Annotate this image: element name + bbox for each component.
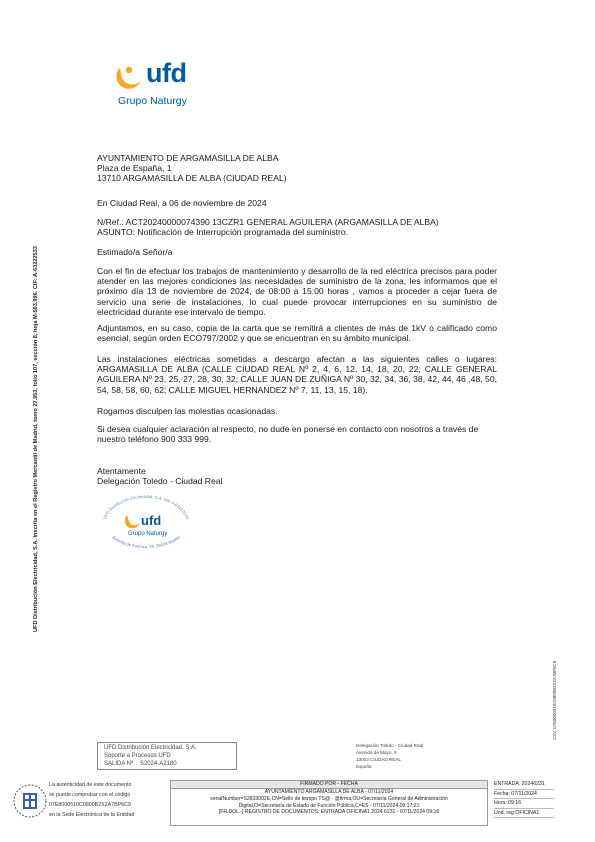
registry-stamp-box: UFD Distribución Electricidad, S.A. Soporte a Procesos UFD SALIDA Nº S2024-A2180 <box>97 742 237 770</box>
svg-text:Grupo Naturgy: Grupo Naturgy <box>128 531 168 537</box>
electronic-signature-bar <box>0 780 595 826</box>
reference-block <box>97 217 497 237</box>
recipient-line: 13710 ARGAMASILLA DE ALBA (CIUDAD REAL) <box>97 173 287 184</box>
paragraph-contact: Si desea cualquier aclaración al respecto, no dude en ponerse en contacto con nosotros a través de nuestro teléfono 900 333 999. <box>97 424 479 445</box>
sede-seal-icon <box>12 783 48 819</box>
paragraph-notice: Con el fin de efectuar los trabajos de mantenimiento y desarrollo de la red eléctrica precisos para poder atender en las mejores condiciones las necesidades de suministro de la zona, les informamos que el próximo día 13 de noviembre de 2024, de 08:00 a 15:00 horas , vamos a proceder a cejar fuera de servicio una serie de instalaciones, lo cual puede provocar interrupciones en su suministro de electricidad durante ese intervalo de tiempo. <box>97 266 497 317</box>
logo-name: ufd <box>146 58 187 88</box>
paragraph-affected-streets: Las instalaciones eléctricas sometidas a descargo afectan a las siguientes calles o lugares: ARGAMASILLA DE ALBA (CALLE CIUDAD REAL Nº 2, 4, 6, 12, 14, 18, 20, 22; CALLE GENERAL AGUILERA Nº 23, 25, 27, 28, 30, 32; CALLE JUAN DE ZUÑIGA Nº 30, 32, 34, 36, 38, 42, 44, 46 ,48, 50, 54, 58, 58, 60, 62; CALLE MIGUEL HERNANDEZ Nº 7, 11, 13, 15, 18). <box>97 354 497 395</box>
authenticity-note: La autenticidad de este documento se puede comprobar con el código 07E8000510C0800B2X2A7BP6C9 en la Sede Electrónica de la Entidad <box>49 782 135 818</box>
signer: Delegación Toledo - Ciudad Real <box>97 476 223 487</box>
closing: Atentamente <box>97 466 146 476</box>
signature-block <box>97 466 497 486</box>
date-line: En Ciudad Real, a 06 de noviembre de 2024 <box>97 198 267 208</box>
greeting: Estimado/a Señor/a <box>97 247 173 257</box>
recipient-line: AYUNTAMIENTO DE ARGAMASILLA DE ALBA <box>97 153 279 163</box>
signature-details: FIRMADO POR - FECHA AYUNTAMIENTO ARGAMASILLA DE ALBA - 07/11/2024 serialNumber=S2833002E,CN=Sello de tiempo TS@ - @firma,OU=Secretaría General de Administración Digital,O=Secretaría de Estado de Función Pública,C=ES - 07/11/2024 09:17:21 [FR.DOL.-] REGISTRO DE DOCUMENTOS: ENTRADA OFICINA1 2024 6231 - 07/11/2024 09:16 <box>170 780 488 826</box>
registry-entry-info: ENTRADA: 20246231 Fecha: 07/11/2024 Hora: 09:16 Und. reg:OFICINA1 <box>494 780 554 818</box>
reference-line: N/Ref.: ACT20240000074390 13CZR1 GENERAL AGUILERA (ARGAMASILLA DE ALBA) <box>97 217 439 227</box>
subject-line: ASUNTO: Notificación de Interrupción programada del suministro. <box>97 227 349 238</box>
company-stamp <box>97 493 195 553</box>
side-csv-text: CSV: 07E8000510C0800B2X2A7BP6C9 <box>552 660 557 740</box>
svg-text:ufd: ufd <box>141 513 162 528</box>
paragraph-apology: Rogamos disculpen las molestias ocasionadas. <box>97 406 278 416</box>
recipient-line: Plaza de España, 1 <box>97 163 172 174</box>
recipient-address <box>97 153 497 184</box>
ufd-flame-icon <box>113 64 145 92</box>
logo-subtitle: Grupo Naturgy <box>118 95 187 107</box>
company-logo <box>113 58 233 112</box>
paragraph-attachment: Adjuntamos, en su caso, copia de la carta que se remitirá a clientes de más de 1kV o calificado como esencial, según orden ECO797/2002 y que se encuentran en su ámbito municipal. <box>97 323 497 344</box>
svg-text:Avenida de América, 38. 28028: Avenida de América, 38. 28028 Madrid <box>111 534 181 550</box>
footer-delegation-address: Delegación Toledo - Ciudad Real Avenida de Mayo, 9 13003 CIUDAD REAL España <box>356 743 424 769</box>
svg-text:UFD Distribución Electricidad,: UFD Distribución Electricidad, S.A. NIF A-63222533 <box>102 494 190 521</box>
stamp-seal-icon <box>97 493 195 553</box>
side-legal-text: UFD Distribución Electricidad, S.A. Inscrita en el Registro Mercantil de Madrid, tomo 27.953, folio 107, sección 8, hoja M-503.996. CIF: A-63222533 <box>33 246 39 632</box>
